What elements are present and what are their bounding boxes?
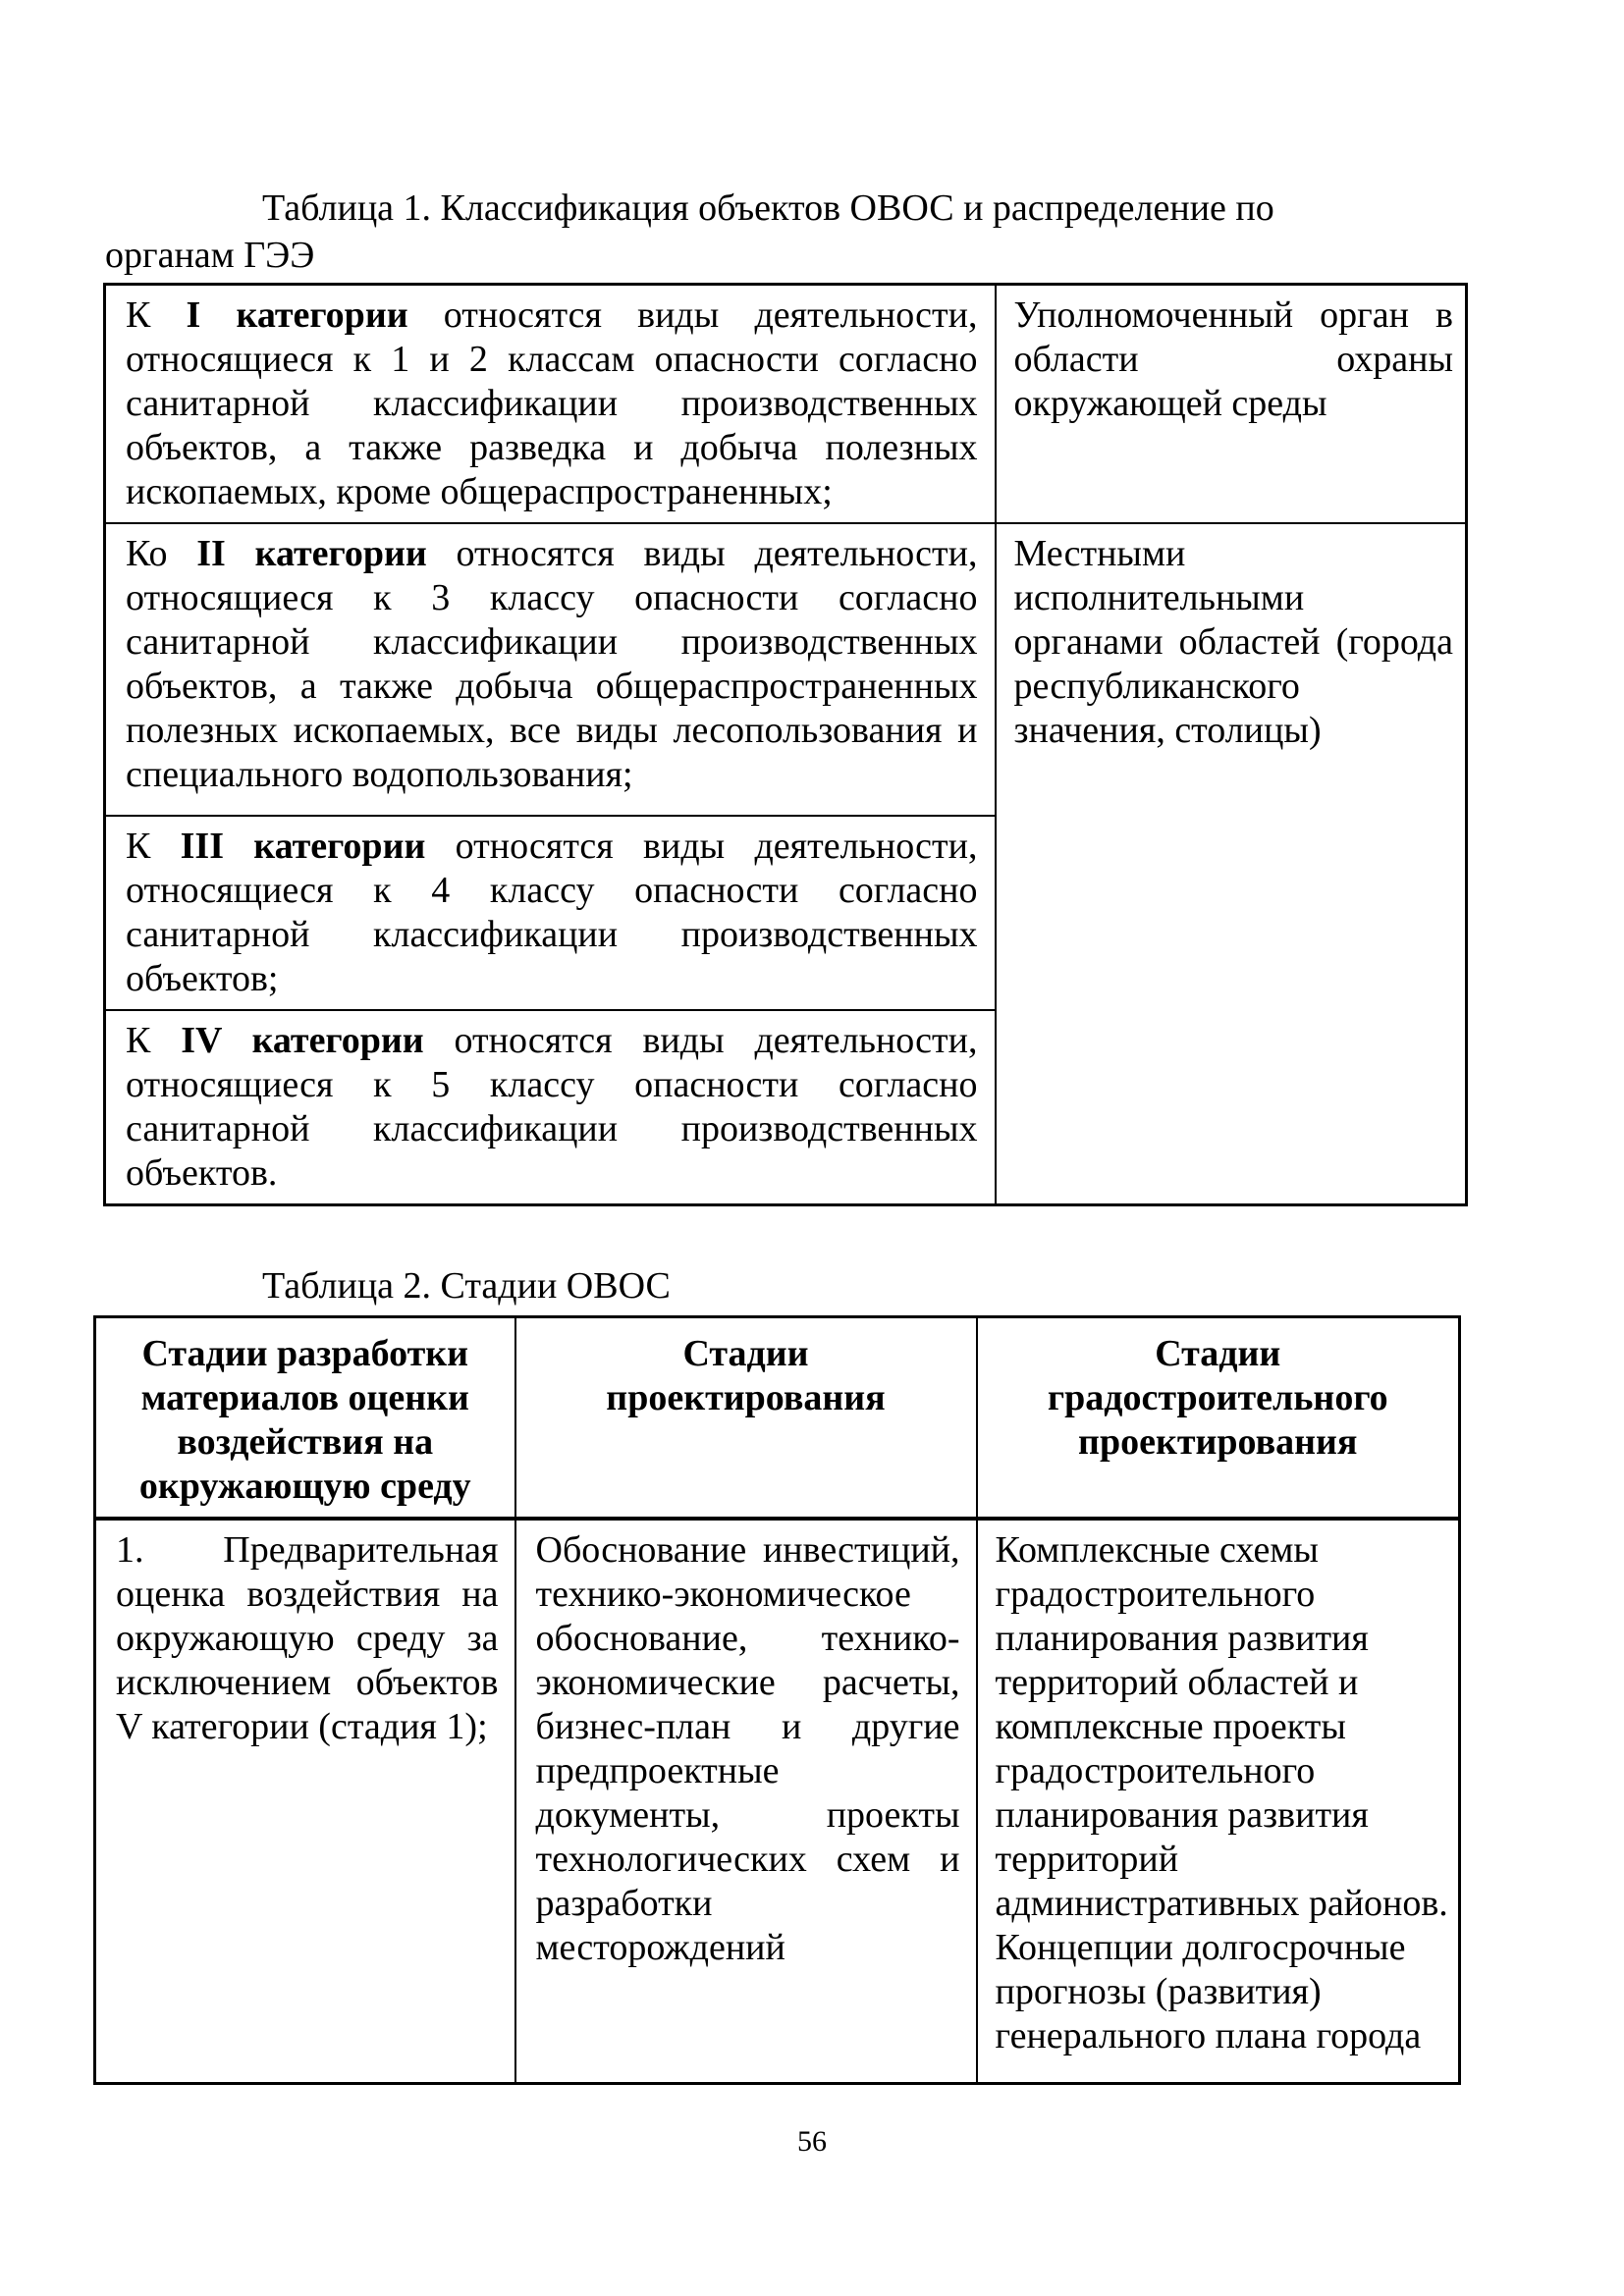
header-cell-urban-planning-stages: Стадии градостроительного проектирования [977,1317,1460,1520]
category-term: III категории [180,826,426,867]
header-row [95,1317,1460,1520]
category-description: относятся виды деятельности, относящиеся к 3 классу опасности согласно санитарной классификации производственных объектов, а также добыча общераспространенных полезных ископаемых, все виды лесопользования и специального водопользования; [126,533,978,795]
table1-caption [105,185,1470,279]
category-cell [105,816,996,1010]
category-description: относятся виды деятельности, относящиеся к 4 классу опасности согласно санитарной классификации производственных объектов; [126,826,978,999]
page-number: 56 [797,2125,827,2158]
urban-planning-stage-cell: Комплексные схемы градостроительного планирования развития территорий областей и комплексные проекты градостроительного планирования развития территорий административных районов. Концепции долгосрочные прогнозы (развития) генерального плана города [977,1519,1460,2083]
category-term: IV категории [181,1020,424,1061]
design-stage-cell: Обоснование инвестиций, технико-экономическое обоснование, технико-экономические расчеты, бизнес-план и другие предпроектные документы, проекты технологических схем и разработки месторождений [515,1519,977,2083]
table-row [105,523,1467,816]
eia-stage-cell: 1. Предварительная оценка воздействия на окружающую среду за исключением объектов V категории (стадия 1); [95,1519,515,2083]
table1-caption-line1: Таблица 1. Классификация объектов ОВОС и распределение по [262,187,1274,229]
table1-ovos-classification [103,283,1468,1206]
category-prefix: Ко [126,533,197,574]
category-term: I категории [186,294,408,336]
authority-cell: Местными исполнительными органами областей (города республиканского значения, столицы) [996,523,1467,1205]
header-cell-design-stages: Стадии проектирования [515,1317,977,1520]
category-term: II категории [196,533,427,574]
header-cell-eia-development-stages: Стадии разработки материалов оценки воздействия на окружающую среду [95,1317,515,1520]
authority-cell: Уполномоченный орган в области охраны окружающей среды [996,285,1467,524]
category-description: относятся виды деятельности, относящиеся к 5 классу опасности согласно санитарной классификации производственных объектов. [126,1020,978,1194]
table2-ovos-stages [93,1315,1461,2085]
category-cell [105,285,996,524]
table-row [95,1519,1460,2083]
category-cell [105,1010,996,1205]
category-cell [105,523,996,816]
category-prefix: К [126,826,181,867]
table2-caption-text: Таблица 2. Стадии ОВОС [262,1265,671,1307]
category-prefix: К [126,294,187,336]
table2-caption [105,1262,1470,1309]
table-row [105,285,1467,524]
table1-caption-line2: органам ГЭЭ [105,235,315,276]
category-prefix: К [126,1020,182,1061]
category-description: относятся виды деятельности, относящиеся к 1 и 2 классам опасности согласно санитарной классификации производственных объектов, а также разведка и добыча полезных ископаемых, кроме общераспространенных; [126,294,978,512]
